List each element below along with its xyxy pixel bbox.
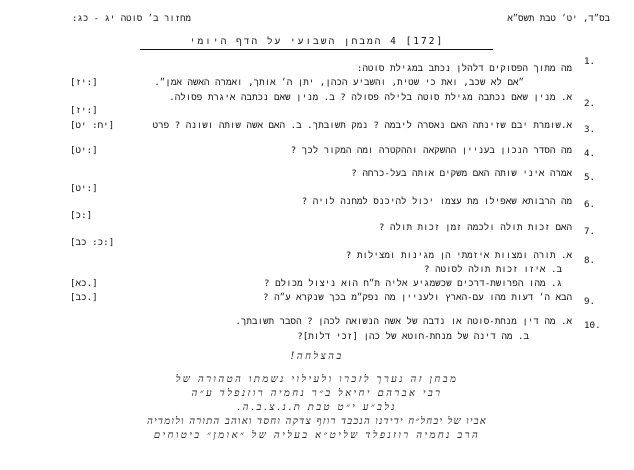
question-number: 2. [584,98,596,109]
question-number: 8. [584,255,596,266]
question-line: א. מנין שאם נכתבה מגילת סוטה בלילה פסולה ? ב. מנין שאם נכתבה איגרת פסולה. [169,92,572,103]
question-line: א. תורה ומצוות איזמתי הן מגינות ומצילות ? [345,250,572,261]
question-number: 10. [584,320,601,331]
header-right-cycle: מחזור ב׳ סוטה יג - כג: [72,14,191,24]
question-reference: [כב.] [70,292,98,303]
question-reference: [כ:] [70,210,93,221]
question-line: ״אם לא שכב, ואת כי שטית, והשביע הכהן, יתן ה׳ אותך, ואמרה האשה אמן״. [154,77,524,88]
dedication-line: אביו של יבחל״ח ידידנו הנכבד רוזף צדקה וחסד ואוהב התורה ולומדיה [147,416,487,427]
question-line: האם זכות תולה ולכמה זמן זכות תולה ? [378,222,572,233]
question-line: ג. מהו הפרושת-דרכים שכשמגיע אליה ת״ח הוא ניצול מכולם ? [264,278,562,289]
question-line: אמרה איני שותה האם משקים אותה בעל-כרחה ? [351,168,572,179]
question-line: ב. איזו זכות תולה לסוטה ? [424,264,562,275]
question-number: 5. [584,172,596,183]
question-line: א. מה דין מנחת-סוטה או נדבה של אשה הנשואה לכהן ? הסבר תשובתך. [235,316,572,327]
question-reference: [יז:] [70,105,98,116]
question-line: הבא ה׳ דעות מהו עם-הארץ ולעניין מה נפק״מ בכך שנקרא ע״ה ? [263,292,572,303]
question-number: 1. [584,56,596,67]
question-line: מה מתוך הפסוקים דלהלן נכתב במגילת סוטה: [356,63,572,74]
dedication-line: מבחן זה נערך לזכרו ולעילוי נשמתו הטהורה של [175,374,459,385]
question-reference: [יט:] [70,183,98,194]
question-line: א.שומרת יבם שזינתה האם נאסרה ליבמה ? נמק תשובתך. ב. האם אשה שותה ושונה ? פרט [152,120,572,131]
question-number: 6. [584,199,596,210]
question-line: ב. מה דינה של מנחת-חוטא של כהן [זכי דלות]? [297,331,529,342]
question-number: 7. [584,226,596,237]
question-number: 4. [584,148,596,159]
dedication-line: נלב״ע י״ט טבת ת.נ.צ.ב.ה. [237,402,397,413]
question-number: 3. [584,124,596,135]
question-reference: [יח: יט] [70,120,115,131]
title-underline [140,49,493,50]
question-reference: [יז:] [70,77,98,88]
question-reference: [יט:] [70,145,98,156]
question-reference: [כא.] [70,278,98,289]
dedication-line: רבי אברהם יחיאל ב״ר נחמיה רוזנפלד ע״ה [191,388,443,399]
page-title: [172] 4 המבחן השבועי על הדף היומי [189,36,445,47]
good-luck-text: בהצלחה! [290,351,344,362]
header-left-date: בס״ד, יט׳ טבת תשס״א [507,14,610,24]
question-line: מה הרבותא שאפילו מת עצמו יכול להיכנס למחנה לויה ? [301,196,572,207]
question-line: מה הסדר הנכון בעניין ההשקאה וההקטרה ומה המקור לכך ? [290,145,572,156]
question-reference: [כ: כב:] [70,237,115,248]
dedication-line: הרב נחמיה רוזנפלד שליט״א בעליה של ״אומן״ ביטוחים [153,430,481,441]
question-number: 9. [584,296,596,307]
